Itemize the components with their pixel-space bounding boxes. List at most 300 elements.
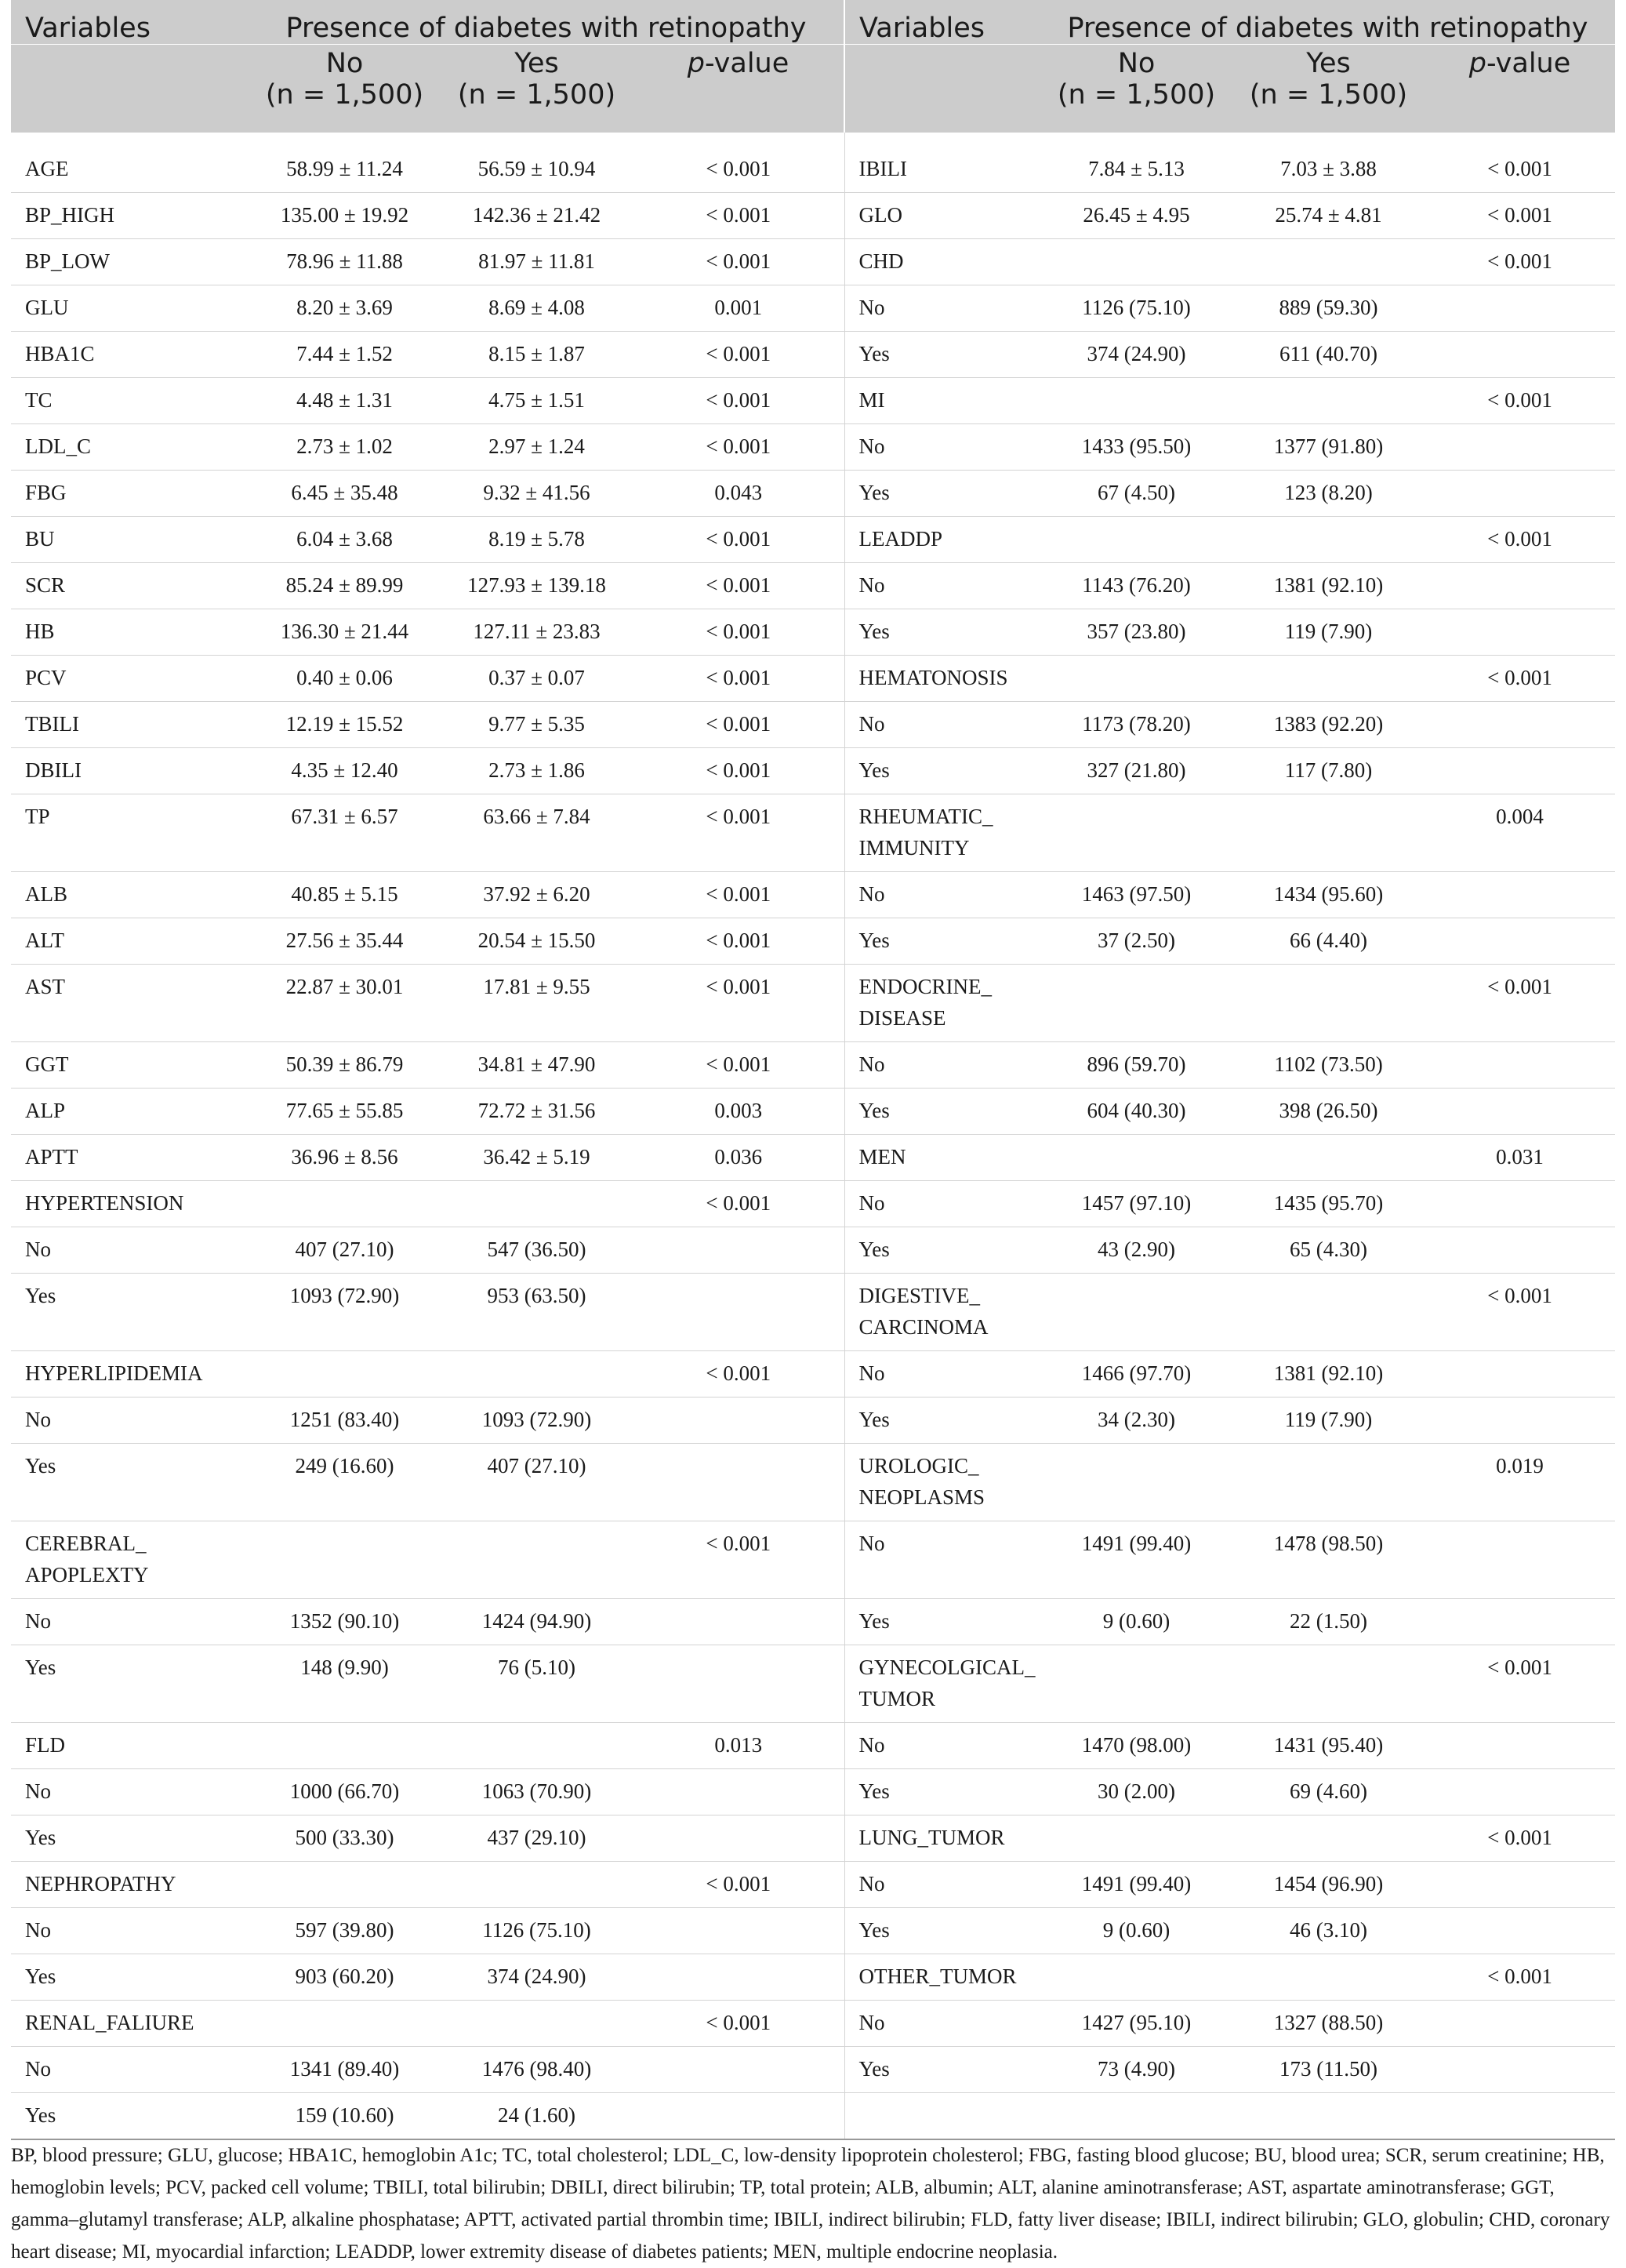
n-label: (n = 1,500) (1057, 79, 1216, 111)
p-value-cell-right: < 0.001 (1425, 377, 1615, 423)
table-row (11, 1273, 1615, 1350)
yes-value-cell-left: 2.97 ± 1.24 (441, 423, 633, 470)
variable-cell-left: TBILI (11, 701, 249, 747)
variable-cell-right: Yes (844, 331, 1040, 377)
variable-cell-left: AGE (11, 133, 249, 193)
yes-value-cell-left: 8.69 ± 4.08 (441, 285, 633, 331)
variable-cell-left: Yes (11, 1954, 249, 2000)
no-value-cell-right: 1491 (99.40) (1040, 1521, 1232, 1598)
variable-cell-left: BP_LOW (11, 238, 249, 285)
no-value-cell-left: 1093 (72.90) (249, 1273, 441, 1350)
p-value-cell-left: < 0.001 (633, 562, 844, 609)
p-value-cell-right (1425, 609, 1615, 655)
no-value-cell-right (1040, 1645, 1232, 1722)
header-spacer-left (11, 45, 249, 133)
p-value-cell-right: < 0.001 (1425, 1645, 1615, 1722)
p-value-cell-left: < 0.001 (633, 871, 844, 918)
yes-value-cell-right: 1434 (95.60) (1232, 871, 1425, 918)
table-row (11, 1598, 1615, 1645)
variable-cell-left: Yes (11, 1645, 249, 1722)
yes-value-cell-left: 24 (1.60) (441, 2092, 633, 2139)
yes-value-cell-left (441, 1180, 633, 1227)
p-italic: p (687, 48, 705, 79)
no-group-header-right (1040, 45, 1232, 133)
no-value-cell-right: 357 (23.80) (1040, 609, 1232, 655)
variable-cell-right: No (844, 1041, 1040, 1088)
variable-cell-right: ENDOCRINE_ DISEASE (844, 964, 1040, 1041)
no-value-cell-right: 1427 (95.10) (1040, 2000, 1232, 2046)
variable-cell-right: No (844, 285, 1040, 331)
p-value-cell-left: < 0.001 (633, 192, 844, 238)
yes-value-cell-right (1232, 1273, 1425, 1350)
table-row (11, 1350, 1615, 1397)
p-value-cell-right (1425, 1180, 1615, 1227)
yes-value-cell-right: 1454 (96.90) (1232, 1861, 1425, 1907)
no-value-cell-right: 374 (24.90) (1040, 331, 1232, 377)
p-value-cell-right (1425, 1227, 1615, 1273)
p-value-cell-left (633, 1954, 844, 2000)
no-value-cell-left: 27.56 ± 35.44 (249, 918, 441, 964)
variable-cell-right: MI (844, 377, 1040, 423)
yes-value-cell-right (1232, 377, 1425, 423)
table-row (11, 377, 1615, 423)
p-value-cell-left: < 0.001 (633, 1521, 844, 1598)
yes-value-cell-right: 1102 (73.50) (1232, 1041, 1425, 1088)
variable-cell-right: Yes (844, 1598, 1040, 1645)
table-row (11, 1645, 1615, 1722)
no-value-cell-left: 77.65 ± 55.85 (249, 1088, 441, 1134)
yes-value-cell-left: 407 (27.10) (441, 1443, 633, 1521)
p-suffix: -value (704, 48, 789, 79)
no-value-cell-right (1040, 238, 1232, 285)
table-row (11, 331, 1615, 377)
no-value-cell-left: 4.35 ± 12.40 (249, 747, 441, 794)
variable-cell-right: DIGESTIVE_ CARCINOMA (844, 1273, 1040, 1350)
yes-value-cell-right: 1383 (92.20) (1232, 701, 1425, 747)
p-value-cell-left: < 0.001 (633, 609, 844, 655)
p-value-cell-left: < 0.001 (633, 1350, 844, 1397)
no-value-cell-right: 73 (4.90) (1040, 2046, 1232, 2092)
no-value-cell-left: 50.39 ± 86.79 (249, 1041, 441, 1088)
variable-cell-right: Yes (844, 1088, 1040, 1134)
p-value-cell-left (633, 1907, 844, 1954)
no-value-cell-right: 9 (0.60) (1040, 1598, 1232, 1645)
no-value-cell-left: 597 (39.80) (249, 1907, 441, 1954)
yes-value-cell-left: 17.81 ± 9.55 (441, 964, 633, 1041)
p-value-cell-left (633, 1598, 844, 1645)
table-row (11, 562, 1615, 609)
yes-value-cell-left (441, 1350, 633, 1397)
variable-cell-left: Yes (11, 1273, 249, 1350)
variable-cell-right: Yes (844, 1907, 1040, 1954)
yes-value-cell-left: 0.37 ± 0.07 (441, 655, 633, 701)
p-value-cell-left (633, 1768, 844, 1815)
no-value-cell-right (1040, 655, 1232, 701)
variable-cell-right: OTHER_TUMOR (844, 1954, 1040, 2000)
no-value-cell-left: 85.24 ± 89.99 (249, 562, 441, 609)
p-value-cell-left: < 0.001 (633, 516, 844, 562)
yes-value-cell-right: 117 (7.80) (1232, 747, 1425, 794)
yes-value-cell-left: 36.42 ± 5.19 (441, 1134, 633, 1180)
no-value-cell-left: 7.44 ± 1.52 (249, 331, 441, 377)
variable-cell-left: TC (11, 377, 249, 423)
table-row (11, 794, 1615, 871)
no-value-cell-left: 58.99 ± 11.24 (249, 133, 441, 193)
yes-value-cell-left (441, 1722, 633, 1768)
variable-cell-left: ALP (11, 1088, 249, 1134)
no-value-cell-right (1040, 1815, 1232, 1861)
yes-value-cell-right: 22 (1.50) (1232, 1598, 1425, 1645)
yes-value-cell-left: 374 (24.90) (441, 1954, 633, 2000)
no-value-cell-left: 500 (33.30) (249, 1815, 441, 1861)
yes-value-cell-right: 611 (40.70) (1232, 331, 1425, 377)
variable-cell-left: CEREBRAL_ APOPLEXTY (11, 1521, 249, 1598)
variable-cell-left: NEPHROPATHY (11, 1861, 249, 1907)
yes-value-cell-left: 8.15 ± 1.87 (441, 331, 633, 377)
table-row (11, 1768, 1615, 1815)
no-value-cell-left: 67.31 ± 6.57 (249, 794, 441, 871)
p-value-cell-right: < 0.001 (1425, 192, 1615, 238)
n-label: (n = 1,500) (457, 79, 616, 111)
table-row (11, 1088, 1615, 1134)
variable-cell-right: CHD (844, 238, 1040, 285)
variables-header-left: Variables (11, 0, 249, 45)
p-value-cell-left (633, 1443, 844, 1521)
yes-value-cell-right: 173 (11.50) (1232, 2046, 1425, 2092)
yes-value-cell-left: 4.75 ± 1.51 (441, 377, 633, 423)
yes-value-cell-left: 9.32 ± 41.56 (441, 470, 633, 516)
yes-value-cell-right: 1327 (88.50) (1232, 2000, 1425, 2046)
no-value-cell-left: 159 (10.60) (249, 2092, 441, 2139)
table-row (11, 192, 1615, 238)
variable-cell-left: LDL_C (11, 423, 249, 470)
p-value-cell-right (1425, 423, 1615, 470)
no-value-cell-right (1040, 1443, 1232, 1521)
yes-value-cell-left: 9.77 ± 5.35 (441, 701, 633, 747)
p-value-cell-right (1425, 1768, 1615, 1815)
table-row (11, 1815, 1615, 1861)
yes-value-cell-left: 127.11 ± 23.83 (441, 609, 633, 655)
variable-cell-right: HEMATONOSIS (844, 655, 1040, 701)
table-row (11, 1907, 1615, 1954)
variable-cell-left: SCR (11, 562, 249, 609)
variable-cell-right: No (844, 423, 1040, 470)
p-value-cell-left: < 0.001 (633, 331, 844, 377)
yes-value-cell-left: 37.92 ± 6.20 (441, 871, 633, 918)
no-value-cell-left: 0.40 ± 0.06 (249, 655, 441, 701)
no-value-cell-right: 9 (0.60) (1040, 1907, 1232, 1954)
p-value-cell-right (1425, 1598, 1615, 1645)
p-suffix: -value (1486, 48, 1571, 79)
no-value-cell-right: 1143 (76.20) (1040, 562, 1232, 609)
variable-cell-right: No (844, 1861, 1040, 1907)
p-value-cell-right (1425, 1350, 1615, 1397)
p-value-cell-right (1425, 1722, 1615, 1768)
p-value-cell-left: < 0.001 (633, 1861, 844, 1907)
p-value-cell-right (1425, 2000, 1615, 2046)
yes-value-cell-left: 8.19 ± 5.78 (441, 516, 633, 562)
variable-cell-left: Yes (11, 1815, 249, 1861)
p-value-cell-left: < 0.001 (633, 377, 844, 423)
variable-cell-left: Yes (11, 1443, 249, 1521)
variable-cell-left: DBILI (11, 747, 249, 794)
yes-value-cell-left: 1126 (75.10) (441, 1907, 633, 1954)
yes-value-cell-left: 1424 (94.90) (441, 1598, 633, 1645)
yes-value-cell-left: 81.97 ± 11.81 (441, 238, 633, 285)
no-value-cell-right: 896 (59.70) (1040, 1041, 1232, 1088)
variable-cell-left: GGT (11, 1041, 249, 1088)
p-value-cell-right: < 0.001 (1425, 964, 1615, 1041)
no-value-cell-right: 1457 (97.10) (1040, 1180, 1232, 1227)
p-value-cell-left: < 0.001 (633, 655, 844, 701)
no-value-cell-right: 1173 (78.20) (1040, 701, 1232, 747)
no-label: No (1117, 48, 1156, 79)
yes-value-cell-right (1232, 238, 1425, 285)
p-value-cell-right (1425, 2092, 1615, 2139)
yes-value-cell-right: 1435 (95.70) (1232, 1180, 1425, 1227)
yes-value-cell-left: 1093 (72.90) (441, 1397, 633, 1443)
yes-label: Yes (1306, 48, 1351, 79)
variable-cell-left: GLU (11, 285, 249, 331)
no-value-cell-left: 6.04 ± 3.68 (249, 516, 441, 562)
yes-value-cell-left: 34.81 ± 47.90 (441, 1041, 633, 1088)
p-value-cell-left: < 0.001 (633, 238, 844, 285)
p-value-cell-left: < 0.001 (633, 2000, 844, 2046)
variable-cell-right: LUNG_TUMOR (844, 1815, 1040, 1861)
no-value-cell-left (249, 2000, 441, 2046)
no-value-cell-right (1040, 1954, 1232, 2000)
variable-cell-left: No (11, 1598, 249, 1645)
no-value-cell-left: 36.96 ± 8.56 (249, 1134, 441, 1180)
variable-cell-left: HB (11, 609, 249, 655)
yes-value-cell-left: 142.36 ± 21.42 (441, 192, 633, 238)
no-value-cell-left: 22.87 ± 30.01 (249, 964, 441, 1041)
yes-value-cell-right (1232, 794, 1425, 871)
no-value-cell-right: 1491 (99.40) (1040, 1861, 1232, 1907)
no-value-cell-right (1040, 2092, 1232, 2139)
table-row (11, 516, 1615, 562)
no-value-cell-right: 604 (40.30) (1040, 1088, 1232, 1134)
results-table-container (11, 0, 1615, 2140)
yes-value-cell-right: 889 (59.30) (1232, 285, 1425, 331)
group-header-left: Presence of diabetes with retinopathy (249, 0, 844, 45)
variable-cell-left: AST (11, 964, 249, 1041)
variable-cell-left: HYPERTENSION (11, 1180, 249, 1227)
p-value-cell-left: 0.003 (633, 1088, 844, 1134)
p-value-cell-left (633, 2092, 844, 2139)
yes-value-cell-right: 1431 (95.40) (1232, 1722, 1425, 1768)
no-value-cell-left: 135.00 ± 19.92 (249, 192, 441, 238)
no-value-cell-right: 327 (21.80) (1040, 747, 1232, 794)
p-value-cell-right: 0.004 (1425, 794, 1615, 871)
p-value-cell-left: < 0.001 (633, 1041, 844, 1088)
p-value-cell-right (1425, 331, 1615, 377)
variable-cell-right: GLO (844, 192, 1040, 238)
variable-cell-right: No (844, 1180, 1040, 1227)
yes-value-cell-right: 1377 (91.80) (1232, 423, 1425, 470)
variable-cell-right: No (844, 1521, 1040, 1598)
group-header-right: Presence of diabetes with retinopathy (1040, 0, 1615, 45)
yes-value-cell-right (1232, 1954, 1425, 2000)
p-value-cell-right (1425, 1907, 1615, 1954)
table-row (11, 285, 1615, 331)
yes-value-cell-right (1232, 1645, 1425, 1722)
yes-value-cell-left: 127.93 ± 139.18 (441, 562, 633, 609)
p-value-cell-left (633, 2046, 844, 2092)
p-italic: p (1468, 48, 1486, 79)
no-value-cell-left: 136.30 ± 21.44 (249, 609, 441, 655)
yes-value-cell-left: 2.73 ± 1.86 (441, 747, 633, 794)
yes-group-header-right (1232, 45, 1425, 133)
no-value-cell-right: 67 (4.50) (1040, 470, 1232, 516)
p-value-cell-left: < 0.001 (633, 423, 844, 470)
variable-cell-right: No (844, 871, 1040, 918)
variable-cell-right: Yes (844, 2046, 1040, 2092)
table-row (11, 238, 1615, 285)
yes-value-cell-left (441, 2000, 633, 2046)
p-value-cell-right (1425, 1521, 1615, 1598)
no-value-cell-left (249, 1521, 441, 1598)
table-row (11, 918, 1615, 964)
variable-cell-right: Yes (844, 1397, 1040, 1443)
yes-value-cell-left (441, 1521, 633, 1598)
table-row (11, 1041, 1615, 1088)
p-value-cell-right (1425, 470, 1615, 516)
no-value-cell-left: 407 (27.10) (249, 1227, 441, 1273)
no-value-cell-right (1040, 1273, 1232, 1350)
p-value-cell-left: < 0.001 (633, 794, 844, 871)
table-row (11, 2092, 1615, 2139)
p-value-cell-left: < 0.001 (633, 1180, 844, 1227)
variable-cell-left: PCV (11, 655, 249, 701)
variable-cell-left: Yes (11, 2092, 249, 2139)
table-row (11, 747, 1615, 794)
no-label: No (325, 48, 364, 79)
no-value-cell-left (249, 1350, 441, 1397)
p-value-cell-right: 0.031 (1425, 1134, 1615, 1180)
yes-value-cell-right (1232, 1134, 1425, 1180)
p-value-cell-right (1425, 1041, 1615, 1088)
p-value-cell-right (1425, 701, 1615, 747)
variable-cell-left: No (11, 1768, 249, 1815)
variable-cell-right: No (844, 562, 1040, 609)
variable-cell-right: IBILI (844, 133, 1040, 193)
n-label: (n = 1,500) (1249, 79, 1408, 111)
no-value-cell-left (249, 1180, 441, 1227)
p-value-cell-right: < 0.001 (1425, 516, 1615, 562)
no-value-cell-right (1040, 516, 1232, 562)
table-header (11, 0, 1615, 133)
p-value-cell-left: < 0.001 (633, 964, 844, 1041)
table-row (11, 1180, 1615, 1227)
variable-cell-left: HBA1C (11, 331, 249, 377)
no-value-cell-left: 148 (9.90) (249, 1645, 441, 1722)
yes-value-cell-right: 119 (7.90) (1232, 1397, 1425, 1443)
no-value-cell-right: 1470 (98.00) (1040, 1722, 1232, 1768)
table-row (11, 1521, 1615, 1598)
table-row (11, 1861, 1615, 1907)
p-value-cell-right (1425, 1397, 1615, 1443)
yes-value-cell-left: 63.66 ± 7.84 (441, 794, 633, 871)
variable-cell-right: No (844, 701, 1040, 747)
variable-cell-right: GYNECOLGICAL_ TUMOR (844, 1645, 1040, 1722)
yes-value-cell-left: 1063 (70.90) (441, 1768, 633, 1815)
variable-cell-left: BP_HIGH (11, 192, 249, 238)
diabetic-retinopathy-table (11, 0, 1615, 2140)
variable-cell-left: FLD (11, 1722, 249, 1768)
table-row (11, 1954, 1615, 2000)
p-value-cell-right (1425, 871, 1615, 918)
yes-group-header-left (441, 45, 633, 133)
table-row (11, 1722, 1615, 1768)
no-value-cell-left: 1341 (89.40) (249, 2046, 441, 2092)
table-row (11, 655, 1615, 701)
no-value-cell-left (249, 1722, 441, 1768)
table-row (11, 964, 1615, 1041)
p-value-cell-right: < 0.001 (1425, 1815, 1615, 1861)
p-value-cell-right (1425, 562, 1615, 609)
no-value-cell-left: 903 (60.20) (249, 1954, 441, 2000)
p-value-cell-right: < 0.001 (1425, 1273, 1615, 1350)
variable-cell-right: Yes (844, 1227, 1040, 1273)
p-value-cell-right (1425, 1088, 1615, 1134)
yes-value-cell-right (1232, 516, 1425, 562)
p-value-cell-right: < 0.001 (1425, 238, 1615, 285)
variables-header-right: Variables (844, 0, 1040, 45)
no-value-cell-right (1040, 794, 1232, 871)
no-value-cell-right: 1466 (97.70) (1040, 1350, 1232, 1397)
p-value-cell-right (1425, 2046, 1615, 2092)
yes-value-cell-left: 72.72 ± 31.56 (441, 1088, 633, 1134)
table-row (11, 423, 1615, 470)
no-value-cell-right: 1126 (75.10) (1040, 285, 1232, 331)
n-label: (n = 1,500) (265, 79, 424, 111)
yes-value-cell-right: 1381 (92.10) (1232, 1350, 1425, 1397)
variable-cell-right: RHEUMATIC_ IMMUNITY (844, 794, 1040, 871)
table-row (11, 609, 1615, 655)
p-value-cell-right (1425, 1861, 1615, 1907)
no-value-cell-right: 37 (2.50) (1040, 918, 1232, 964)
variable-cell-right: No (844, 2000, 1040, 2046)
variable-cell-left: HYPERLIPIDEMIA (11, 1350, 249, 1397)
yes-value-cell-right: 123 (8.20) (1232, 470, 1425, 516)
variable-cell-right: No (844, 1350, 1040, 1397)
no-value-cell-left (249, 1861, 441, 1907)
yes-value-cell-right: 69 (4.60) (1232, 1768, 1425, 1815)
table-row (11, 2046, 1615, 2092)
yes-value-cell-right (1232, 1443, 1425, 1521)
no-value-cell-left: 8.20 ± 3.69 (249, 285, 441, 331)
table-row (11, 701, 1615, 747)
no-value-cell-right: 43 (2.90) (1040, 1227, 1232, 1273)
p-value-cell-left: < 0.001 (633, 701, 844, 747)
p-value-header-right (1425, 45, 1615, 133)
p-value-cell-right (1425, 747, 1615, 794)
p-value-cell-left: 0.043 (633, 470, 844, 516)
table-body (11, 133, 1615, 2139)
variable-cell-right (844, 2092, 1040, 2139)
no-value-cell-left: 1000 (66.70) (249, 1768, 441, 1815)
no-value-cell-left: 78.96 ± 11.88 (249, 238, 441, 285)
variable-cell-left: No (11, 1227, 249, 1273)
p-value-cell-left: < 0.001 (633, 133, 844, 193)
yes-value-cell-right: 66 (4.40) (1232, 918, 1425, 964)
variable-cell-left: FBG (11, 470, 249, 516)
table-row (11, 1443, 1615, 1521)
yes-value-cell-right: 7.03 ± 3.88 (1232, 133, 1425, 193)
no-value-cell-left: 249 (16.60) (249, 1443, 441, 1521)
no-value-cell-left: 4.48 ± 1.31 (249, 377, 441, 423)
